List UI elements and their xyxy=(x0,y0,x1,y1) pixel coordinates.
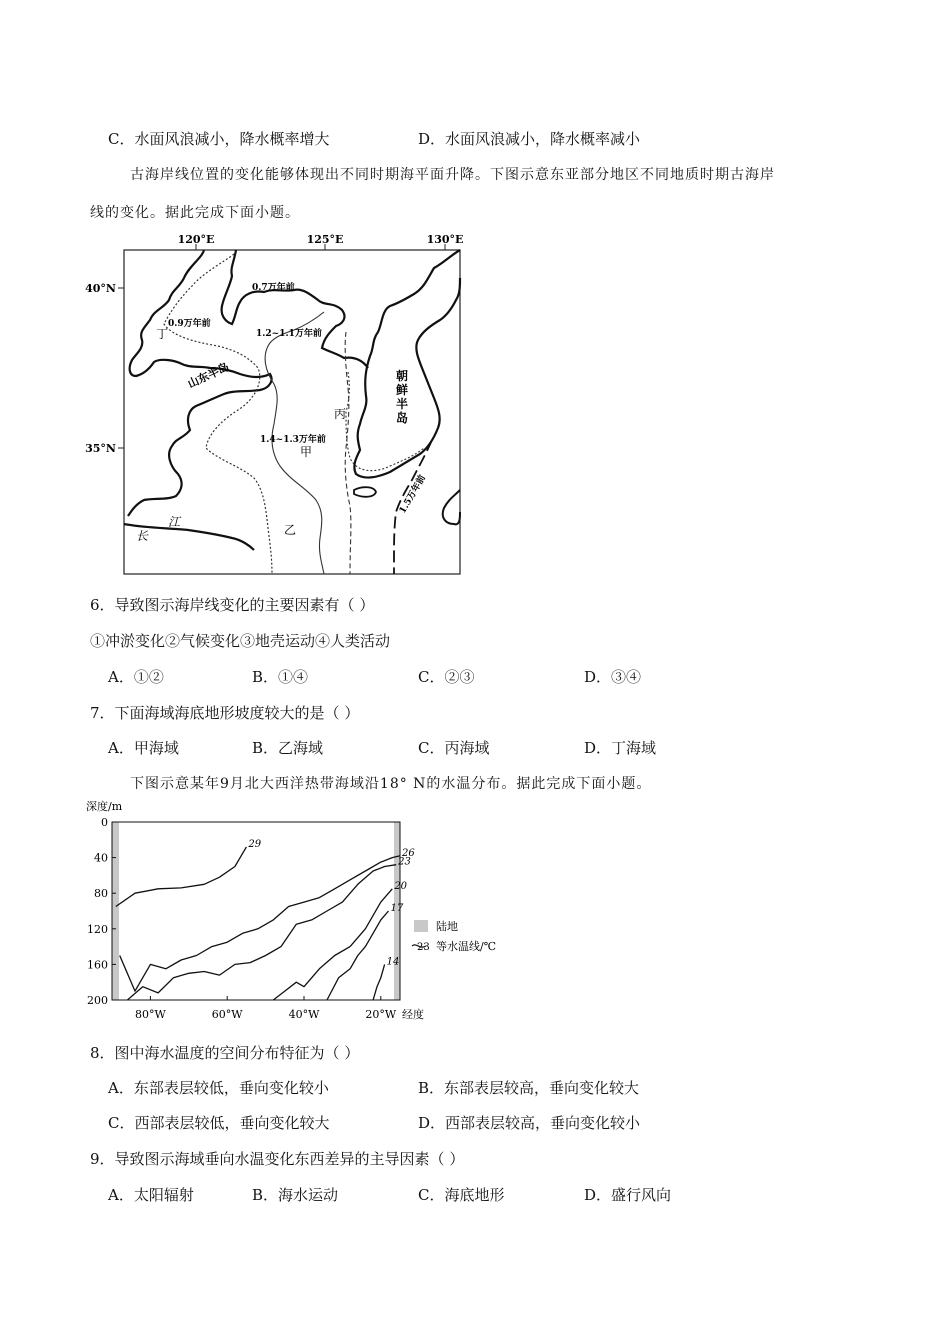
label-0p7: 0.7万年前 xyxy=(252,283,295,293)
isotherm-label-14: 14 xyxy=(386,956,400,968)
q9-stem: 9．导致图示海域垂向水温变化东西差异的主导因素（ ） xyxy=(90,1150,465,1168)
legend-isotherm-sample: 23 xyxy=(417,942,430,953)
coastline-1p4 xyxy=(345,332,351,574)
intro2-line1: 下图示意某年9月北大西洋热带海域沿18° N的水温分布。据此完成下面小题。 xyxy=(130,776,652,792)
q7-stem: 7．下面海域海底地形坡度较大的是（ ） xyxy=(90,704,360,722)
q7-option-a: A．甲海域 xyxy=(108,739,179,757)
isotherm-26 xyxy=(120,856,400,991)
q9-option-d: D．盛行风向 xyxy=(584,1186,672,1204)
y-tick-label: 200 xyxy=(87,994,108,1007)
isotherm-label-23: 23 xyxy=(398,856,411,868)
q6-option-c: C．②③ xyxy=(418,668,475,686)
place-shandong: 山东半岛 xyxy=(185,360,232,391)
q7-option-d: D．丁海域 xyxy=(584,739,657,757)
land-west xyxy=(112,822,119,1000)
legend-isotherm-label: 等水温线/℃ xyxy=(436,940,497,953)
isotherm-23 xyxy=(127,865,396,1000)
place-jia: 甲 xyxy=(300,445,313,459)
place-jiang: 江 xyxy=(168,515,181,529)
chart-xlabel: 经度 xyxy=(402,1008,424,1021)
japan-coastline xyxy=(443,490,460,524)
isotherm-17 xyxy=(327,911,389,1000)
chart-ylabel: 深度/m xyxy=(86,800,123,813)
q8-option-d: D．西部表层较高，垂向变化较小 xyxy=(418,1114,641,1132)
q8-stem: 8．图中海水温度的空间分布特征为（ ） xyxy=(90,1044,360,1062)
q5-option-d: D．水面风浪减小，降水概率减小 xyxy=(418,130,641,148)
coastline-0p9 xyxy=(164,254,272,574)
isotherm-label-17: 17 xyxy=(390,903,404,914)
x-tick-label: 80°W xyxy=(134,1008,166,1021)
water-temperature-chart xyxy=(84,796,524,1028)
x-tick-label: 20°W xyxy=(365,1008,397,1021)
lon-label-130: 130°E xyxy=(426,233,464,246)
place-ding: 丁 xyxy=(156,327,169,341)
label-1p4: 1.4~1.3万年前 xyxy=(260,435,326,445)
place-bing: 丙 xyxy=(334,407,347,421)
q9-option-a: A．太阳辐射 xyxy=(108,1186,194,1204)
y-tick-label: 160 xyxy=(87,958,108,972)
q6-stem: 6．导致图示海岸线变化的主要因素有（ ） xyxy=(90,596,375,614)
x-tick-label: 60°W xyxy=(211,1008,243,1021)
isotherm-label-26: 26 xyxy=(402,847,415,859)
coastline-map xyxy=(84,228,474,580)
korea-coastline xyxy=(354,250,460,478)
label-1p5: 1.5万年前 xyxy=(397,473,428,516)
place-korea-4: 岛 xyxy=(396,411,409,425)
place-korea-1: 朝 xyxy=(396,369,409,383)
q7-option-c: C．丙海域 xyxy=(418,739,490,757)
q6-items: ①冲淤变化②气候变化③地壳运动④人类活动 xyxy=(90,632,391,650)
isotherm-14 xyxy=(373,964,385,1000)
lat-label-35: 35°N xyxy=(85,442,116,455)
q8-option-c: C．西部表层较低，垂向变化较大 xyxy=(108,1114,330,1132)
q6-option-a: A．①② xyxy=(108,668,164,686)
lon-label-120: 120°E xyxy=(177,233,215,246)
label-0p9: 0.9万年前 xyxy=(168,319,211,329)
place-chang: 长 xyxy=(136,529,149,543)
legend-land-label: 陆地 xyxy=(436,920,458,933)
lon-label-125: 125°E xyxy=(306,233,344,246)
q9-option-c: C．海底地形 xyxy=(418,1186,505,1204)
q7-option-b: B．乙海域 xyxy=(252,739,324,757)
lat-label-40: 40°N xyxy=(85,282,116,295)
q8-option-b: B．东部表层较高，垂向变化较大 xyxy=(418,1079,640,1097)
y-tick-label: 40 xyxy=(94,851,108,865)
isotherm-label-29: 29 xyxy=(248,838,262,850)
q6-option-d: D．③④ xyxy=(584,668,642,686)
place-korea-3: 半 xyxy=(396,397,409,411)
q5-option-c: C．水面风浪减小，降水概率增大 xyxy=(108,130,330,148)
intro1-line1: 古海岸线位置的变化能够体现出不同时期海平面升降。下图示意东亚部分地区不同地质时期古海岸 xyxy=(130,167,775,183)
isotherm-29 xyxy=(116,847,247,907)
legend-land-swatch xyxy=(414,920,428,932)
china-coastline xyxy=(124,250,368,550)
y-tick-label: 0 xyxy=(101,816,108,829)
q9-option-b: B．海水运动 xyxy=(252,1186,339,1204)
label-1p2: 1.2~1.1万年前 xyxy=(256,329,322,339)
y-tick-label: 80 xyxy=(94,887,108,901)
isotherm-label-20: 20 xyxy=(394,880,408,892)
q8-option-a: A．东部表层较低，垂向变化较小 xyxy=(108,1079,329,1097)
place-korea-2: 鲜 xyxy=(396,383,409,397)
x-tick-label: 40°W xyxy=(288,1008,320,1021)
intro1-line2: 线的变化。据此完成下面小题。 xyxy=(90,205,300,221)
y-tick-label: 120 xyxy=(87,922,108,936)
q6-option-b: B．①④ xyxy=(252,668,309,686)
place-yi: 乙 xyxy=(284,523,297,537)
island-1 xyxy=(354,487,376,497)
